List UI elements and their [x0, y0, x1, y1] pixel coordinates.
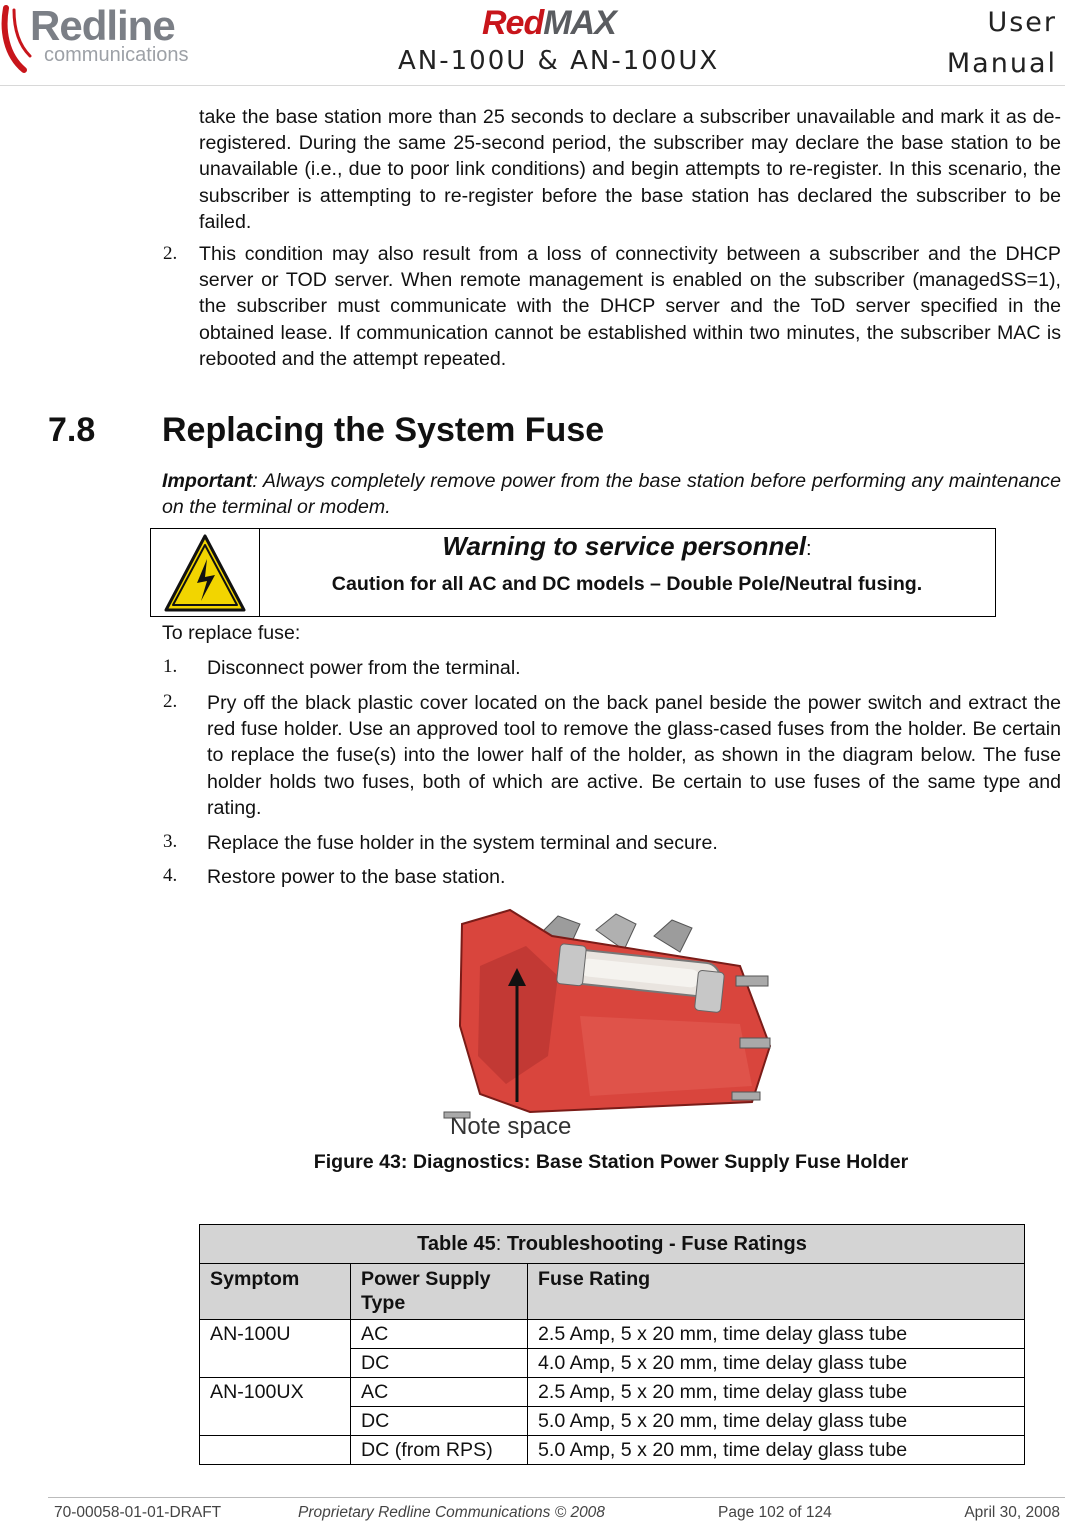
important-text: : Always completely remove power from the base station before performing any maintenance on the terminal or modem.: [162, 470, 1061, 519]
cell-rating: 5.0 Amp, 5 x 20 mm, time delay glass tube: [528, 1407, 1025, 1436]
important-label: Important: [162, 470, 253, 492]
logo-subtitle: communications: [44, 44, 189, 66]
cell-type: DC: [351, 1407, 528, 1436]
table-caption-title: Troubleshooting - Fuse Ratings: [506, 1232, 807, 1255]
cell-type: DC: [351, 1349, 528, 1378]
step-text: Disconnect power from the terminal.: [207, 657, 521, 679]
cell-symptom: [200, 1407, 351, 1436]
footer-doc-id: 70-00058-01-01-DRAFT: [54, 1504, 222, 1521]
warning-title-colon: :: [806, 538, 812, 560]
list-number: 2.: [163, 243, 178, 264]
column-header-power-supply-type: Power Supply Type: [351, 1264, 528, 1320]
cell-type: AC: [351, 1320, 528, 1349]
table-caption-separator: :: [495, 1232, 507, 1255]
cell-symptom: AN-100U: [200, 1320, 351, 1349]
table-caption: [200, 1225, 1025, 1264]
redmax-logo: [482, 4, 616, 43]
table-row: [200, 1436, 1025, 1465]
footer-date: April 30, 2008: [964, 1504, 1060, 1521]
column-header-fuse-rating: Fuse Rating: [528, 1264, 1025, 1320]
procedure-intro: To replace fuse:: [162, 622, 301, 644]
redmax-dark-text: MAX: [543, 4, 616, 42]
cell-type: DC (from RPS): [351, 1436, 528, 1465]
cell-rating: 5.0 Amp, 5 x 20 mm, time delay glass tube: [528, 1436, 1025, 1465]
section-title: Replacing the System Fuse: [162, 411, 605, 449]
important-note: [162, 468, 1061, 520]
product-name: AN-100U & AN-100UX: [398, 46, 720, 76]
step-text: Replace the fuse holder in the system terminal and secure.: [207, 832, 718, 854]
step-number: 3.: [163, 831, 178, 852]
warning-title-text: Warning to service personnel: [442, 531, 807, 561]
step-text: Restore power to the base station.: [207, 866, 506, 888]
table-row: [200, 1349, 1025, 1378]
step-number: 1.: [163, 656, 178, 677]
header-rule: [0, 85, 1065, 86]
column-header-symptom: Symptom: [200, 1264, 351, 1320]
paragraph-continued: take the base station more than 25 seconds to declare a subscriber unavailable and mark it as de-registered. During the same 25-second period, the subscriber may declare the base station to be unavailable (i.e., due to poor link conditions) and begin attempts to re-register. In this scenario, the subscriber is attempting to re-register before the base station has declared the subscriber to be failed.: [199, 106, 1061, 233]
table-row: [200, 1320, 1025, 1349]
figure-caption: Figure 43: Diagnostics: Base Station Power Supply Fuse Holder: [313, 1151, 909, 1173]
redline-logo: [0, 0, 215, 80]
high-voltage-warning-icon: [163, 533, 247, 613]
warning-caution: Caution for all AC and DC models – Double Pole/Neutral fusing.: [331, 573, 923, 595]
table-row: [200, 1407, 1025, 1436]
table-caption-label: Table 45: [417, 1232, 496, 1255]
cell-rating: 2.5 Amp, 5 x 20 mm, time delay glass tube: [528, 1320, 1025, 1349]
cell-symptom: [200, 1436, 351, 1465]
footer-page-number: Page 102 of 124: [718, 1504, 832, 1521]
figure-note-label: Note space: [450, 1113, 572, 1138]
fuse-ratings-table: [199, 1224, 1025, 1465]
cell-type: AC: [351, 1378, 528, 1407]
step-number: 4.: [163, 865, 178, 886]
fuse-holder-image: [440, 906, 780, 1138]
list-item-text: This condition may also result from a loss of connectivity between a subscriber and the DHCP server or TOD server. When remote management is enabled on the subscriber (managedSS=1), the subscriber must communicate with the DHCP server and the ToD server specified in the obtained lease. If communication cannot be established within two minutes, the subscriber MAC is rebooted and the attempt repeated.: [199, 243, 1061, 370]
cell-rating: 4.0 Amp, 5 x 20 mm, time delay glass tube: [528, 1349, 1025, 1378]
cell-rating: 2.5 Amp, 5 x 20 mm, time delay glass tube: [528, 1378, 1025, 1407]
manual-label: Manual: [946, 48, 1057, 79]
footer-rule: [48, 1497, 1065, 1498]
document-type: [947, 2, 1057, 84]
fuse-holder-figure: [440, 906, 780, 1138]
table-row: [200, 1378, 1025, 1407]
warning-box: [150, 528, 996, 617]
section-number: 7.8: [48, 411, 96, 449]
redmax-red-text: Red: [482, 4, 544, 42]
step-number: 2.: [163, 691, 178, 712]
user-label: User: [987, 7, 1057, 38]
step-text: Pry off the black plastic cover located on the back panel beside the power switch and extract the red fuse holder. Use an approved tool to remove the glass-cased fuses from the holder. Be certain to replace the fuse(s) into the lower half of the holder, as shown in the diagram below. The fuse holder holds two fuses, both of which are active. Be certain to use fuses of the same type and rating.: [207, 692, 1061, 819]
footer-copyright: Proprietary Redline Communications © 2008: [298, 1504, 605, 1521]
cell-symptom: AN-100UX: [200, 1378, 351, 1407]
logo-brand: Redline: [30, 2, 175, 49]
cell-symptom: [200, 1349, 351, 1378]
warning-title: [259, 531, 995, 562]
